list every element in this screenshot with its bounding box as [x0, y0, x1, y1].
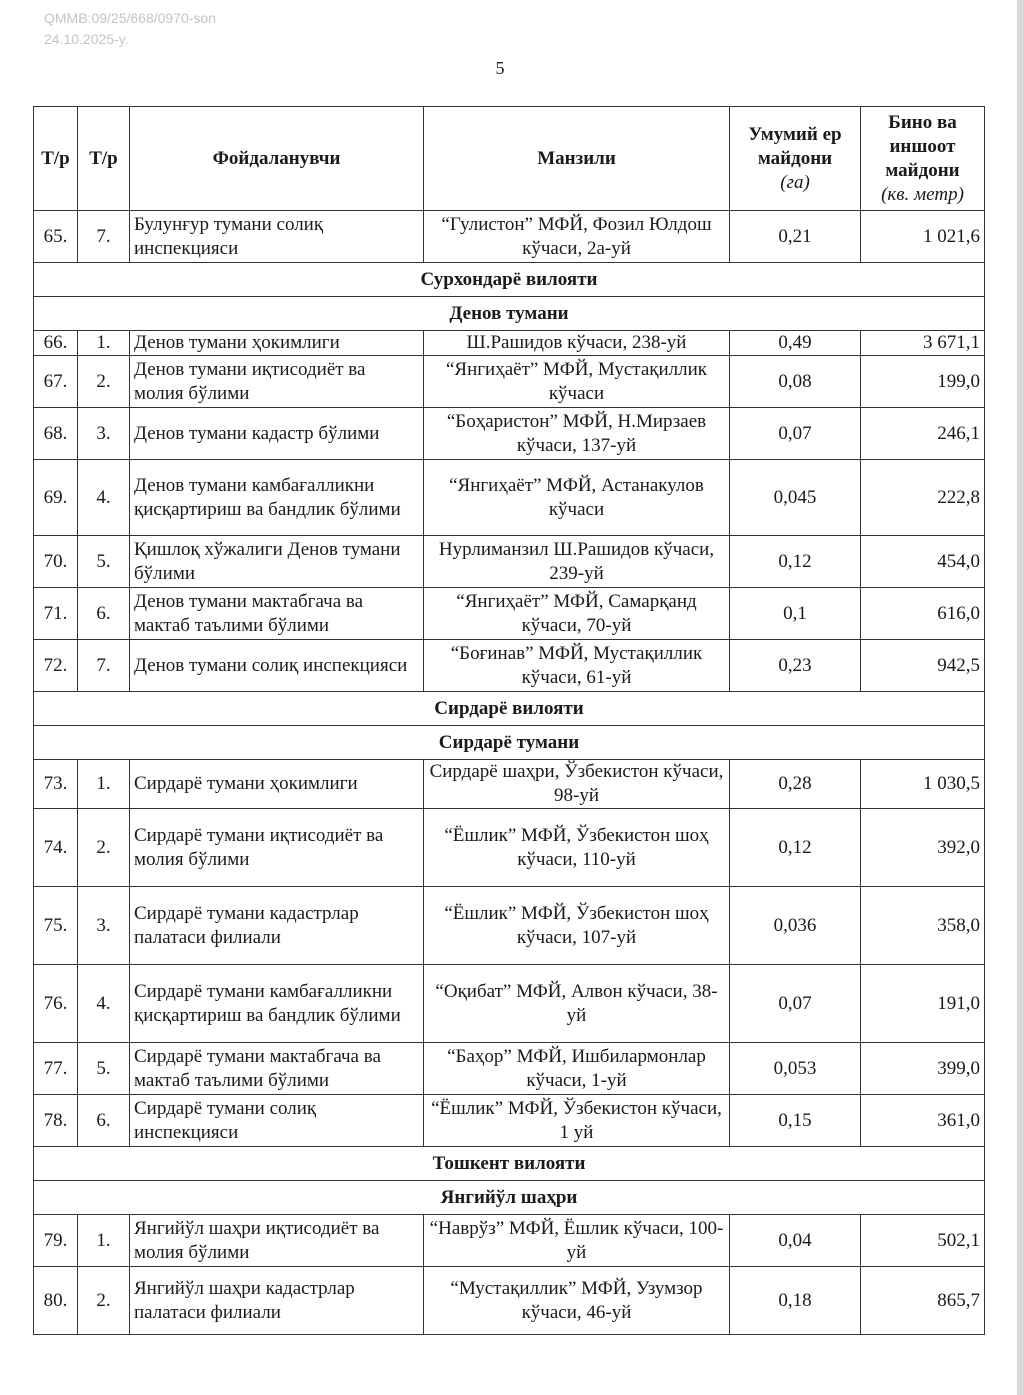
row-number-local: 3. — [78, 408, 130, 460]
table-row — [34, 408, 985, 460]
section-title: Денов тумани — [34, 297, 985, 331]
row-number-total: 66. — [34, 331, 78, 356]
address-cell: “Оқибат” МФЙ, Алвон кўчаси, 38-уй — [424, 965, 730, 1043]
building-area-cell: 942,5 — [861, 640, 985, 692]
address-cell: “Наврўз” МФЙ, Ёшлик кўчаси, 100-уй — [424, 1215, 730, 1267]
row-number-local: 6. — [78, 1095, 130, 1147]
land-area-cell: 0,21 — [730, 211, 861, 263]
row-number-total: 68. — [34, 408, 78, 460]
section-title: Сирдарё тумани — [34, 726, 985, 760]
page-number: 5 — [495, 58, 505, 78]
row-number-total: 79. — [34, 1215, 78, 1267]
table-row — [34, 887, 985, 965]
address-cell: “Янгиҳаёт” МФЙ, Мустақиллик кўчаси — [424, 356, 730, 408]
address-cell: “Ёшлик” МФЙ, Ўзбекистон кўчаси, 1 уй — [424, 1095, 730, 1147]
building-area-cell: 392,0 — [861, 809, 985, 887]
row-number-local: 6. — [78, 588, 130, 640]
row-number-total: 65. — [34, 211, 78, 263]
user-cell: Қишлоқ хўжалиги Денов тумани бўлими — [130, 536, 424, 588]
address-cell: Сирдарё шаҳри, Ўзбекистон кўчаси, 98-уй — [424, 760, 730, 809]
table-row — [34, 536, 985, 588]
row-number-local: 1. — [78, 331, 130, 356]
section-row — [34, 1181, 985, 1215]
col-header-no-total: Т/р — [34, 107, 78, 211]
address-cell: “Янгиҳаёт” МФЙ, Астанакулов кўчаси — [424, 460, 730, 536]
address-cell: “Ёшлик” МФЙ, Ўзбекистон шоҳ кўчаси, 110-уй — [424, 809, 730, 887]
land-area-cell: 0,045 — [730, 460, 861, 536]
land-area-unit: (га) — [780, 171, 810, 193]
land-area-cell: 0,12 — [730, 809, 861, 887]
row-number-local: 3. — [78, 887, 130, 965]
table-row — [34, 211, 985, 263]
section-title: Сирдарё вилояти — [34, 692, 985, 726]
section-title: Тошкент вилояти — [34, 1147, 985, 1181]
section-row — [34, 692, 985, 726]
user-cell: Булунғур тумани солиқ инспекцияси — [130, 211, 424, 263]
building-area-cell: 358,0 — [861, 887, 985, 965]
document-id: QMMB:09/25/668/0970-son — [44, 10, 216, 26]
land-area-cell: 0,15 — [730, 1095, 861, 1147]
building-area-cell: 246,1 — [861, 408, 985, 460]
user-cell: Денов тумани мактабгача ва мактаб таълими бўлими — [130, 588, 424, 640]
table-row — [34, 965, 985, 1043]
col-header-address: Манзили — [424, 107, 730, 211]
building-area-cell: 199,0 — [861, 356, 985, 408]
row-number-local: 2. — [78, 809, 130, 887]
col-header-building-area — [861, 107, 985, 211]
address-cell: Ш.Рашидов кўчаси, 238-уй — [424, 331, 730, 356]
land-area-cell: 0,1 — [730, 588, 861, 640]
row-number-total: 74. — [34, 809, 78, 887]
section-row — [34, 297, 985, 331]
address-cell: “Баҳор” МФЙ, Ишбилармонлар кўчаси, 1-уй — [424, 1043, 730, 1095]
table-row — [34, 331, 985, 356]
building-area-cell: 454,0 — [861, 536, 985, 588]
row-number-total: 72. — [34, 640, 78, 692]
col-header-user: Фойдаланувчи — [130, 107, 424, 211]
user-cell: Денов тумани солиқ инспекцияси — [130, 640, 424, 692]
table-row — [34, 760, 985, 809]
row-number-local: 1. — [78, 1215, 130, 1267]
table-row — [34, 460, 985, 536]
table-row — [34, 809, 985, 887]
user-cell: Янгийўл шаҳри иқтисодиёт ва молия бўлими — [130, 1215, 424, 1267]
section-row — [34, 726, 985, 760]
document-stamp — [44, 8, 216, 50]
table-header-row — [34, 107, 985, 211]
row-number-local: 5. — [78, 536, 130, 588]
building-area-cell: 361,0 — [861, 1095, 985, 1147]
land-area-cell: 0,07 — [730, 408, 861, 460]
user-cell: Денов тумани ҳокимлиги — [130, 331, 424, 356]
address-cell: “Гулистон” МФЙ, Фозил Юлдош кўчаси, 2а-уй — [424, 211, 730, 263]
col-header-land-area — [730, 107, 861, 211]
row-number-total: 77. — [34, 1043, 78, 1095]
row-number-total: 78. — [34, 1095, 78, 1147]
row-number-local: 7. — [78, 640, 130, 692]
table-row — [34, 588, 985, 640]
table-row — [34, 1095, 985, 1147]
section-title: Сурхондарё вилояти — [34, 263, 985, 297]
land-area-cell: 0,053 — [730, 1043, 861, 1095]
col-header-no-local: Т/р — [78, 107, 130, 211]
row-number-local: 7. — [78, 211, 130, 263]
row-number-local: 5. — [78, 1043, 130, 1095]
user-cell: Сирдарё тумани камбағалликни қисқартириш ва бандлик бўлими — [130, 965, 424, 1043]
building-area-cell: 3 671,1 — [861, 331, 985, 356]
row-number-local: 2. — [78, 356, 130, 408]
building-area-cell: 399,0 — [861, 1043, 985, 1095]
user-cell: Сирдарё тумани ҳокимлиги — [130, 760, 424, 809]
address-cell: “Боғинав” МФЙ, Мустақиллик кўчаси, 61-уй — [424, 640, 730, 692]
land-area-cell: 0,08 — [730, 356, 861, 408]
address-cell: “Янгиҳаёт” МФЙ, Самарқанд кўчаси, 70-уй — [424, 588, 730, 640]
row-number-total: 69. — [34, 460, 78, 536]
building-area-cell: 502,1 — [861, 1215, 985, 1267]
user-cell: Сирдарё тумани солиқ инспекцияси — [130, 1095, 424, 1147]
land-area-cell: 0,07 — [730, 965, 861, 1043]
address-cell: “Боҳаристон” МФЙ, Н.Мирзаев кўчаси, 137-уй — [424, 408, 730, 460]
row-number-total: 70. — [34, 536, 78, 588]
row-number-total: 75. — [34, 887, 78, 965]
section-row — [34, 1147, 985, 1181]
row-number-total: 76. — [34, 965, 78, 1043]
user-cell: Янгийўл шаҳри кадастрлар палатаси филиали — [130, 1267, 424, 1335]
building-area-cell: 865,7 — [861, 1267, 985, 1335]
address-cell: “Мустақиллик” МФЙ, Узумзор кўчаси, 46-уй — [424, 1267, 730, 1335]
row-number-local: 4. — [78, 965, 130, 1043]
document-date: 24.10.2025-y. — [44, 31, 129, 47]
building-area-cell: 1 021,6 — [861, 211, 985, 263]
table-row — [34, 1043, 985, 1095]
land-area-cell: 0,04 — [730, 1215, 861, 1267]
table-row — [34, 640, 985, 692]
building-area-unit: (кв. метр) — [881, 183, 964, 205]
building-area-cell: 1 030,5 — [861, 760, 985, 809]
section-row — [34, 263, 985, 297]
row-number-local: 1. — [78, 760, 130, 809]
user-cell: Сирдарё тумани иқтисодиёт ва молия бўлими — [130, 809, 424, 887]
land-area-cell: 0,18 — [730, 1267, 861, 1335]
row-number-total: 67. — [34, 356, 78, 408]
row-number-total: 71. — [34, 588, 78, 640]
land-area-title: Умумий ер майдони — [748, 123, 842, 169]
address-cell: Нурлиманзил Ш.Рашидов кўчаси, 239-уй — [424, 536, 730, 588]
land-area-cell: 0,12 — [730, 536, 861, 588]
section-title: Янгийўл шаҳри — [34, 1181, 985, 1215]
table-row — [34, 356, 985, 408]
building-area-title: Бино ва иншоот майдони — [885, 111, 960, 181]
user-cell: Сирдарё тумани мактабгача ва мактаб таълими бўлими — [130, 1043, 424, 1095]
building-area-cell: 222,8 — [861, 460, 985, 536]
row-number-total: 73. — [34, 760, 78, 809]
land-area-cell: 0,28 — [730, 760, 861, 809]
building-area-cell: 616,0 — [861, 588, 985, 640]
page-edge-shadow — [1017, 0, 1024, 1395]
facilities-table — [33, 106, 985, 1335]
user-cell: Денов тумани кадастр бўлими — [130, 408, 424, 460]
user-cell: Денов тумани камбағалликни қисқартириш ва бандлик бўлими — [130, 460, 424, 536]
land-area-cell: 0,036 — [730, 887, 861, 965]
table-row — [34, 1215, 985, 1267]
table-row — [34, 1267, 985, 1335]
building-area-cell: 191,0 — [861, 965, 985, 1043]
user-cell: Сирдарё тумани кадастрлар палатаси филиали — [130, 887, 424, 965]
land-area-cell: 0,23 — [730, 640, 861, 692]
row-number-local: 2. — [78, 1267, 130, 1335]
row-number-local: 4. — [78, 460, 130, 536]
row-number-total: 80. — [34, 1267, 78, 1335]
user-cell: Денов тумани иқтисодиёт ва молия бўлими — [130, 356, 424, 408]
land-area-cell: 0,49 — [730, 331, 861, 356]
table-body — [34, 211, 985, 1335]
address-cell: “Ёшлик” МФЙ, Ўзбекистон шоҳ кўчаси, 107-уй — [424, 887, 730, 965]
